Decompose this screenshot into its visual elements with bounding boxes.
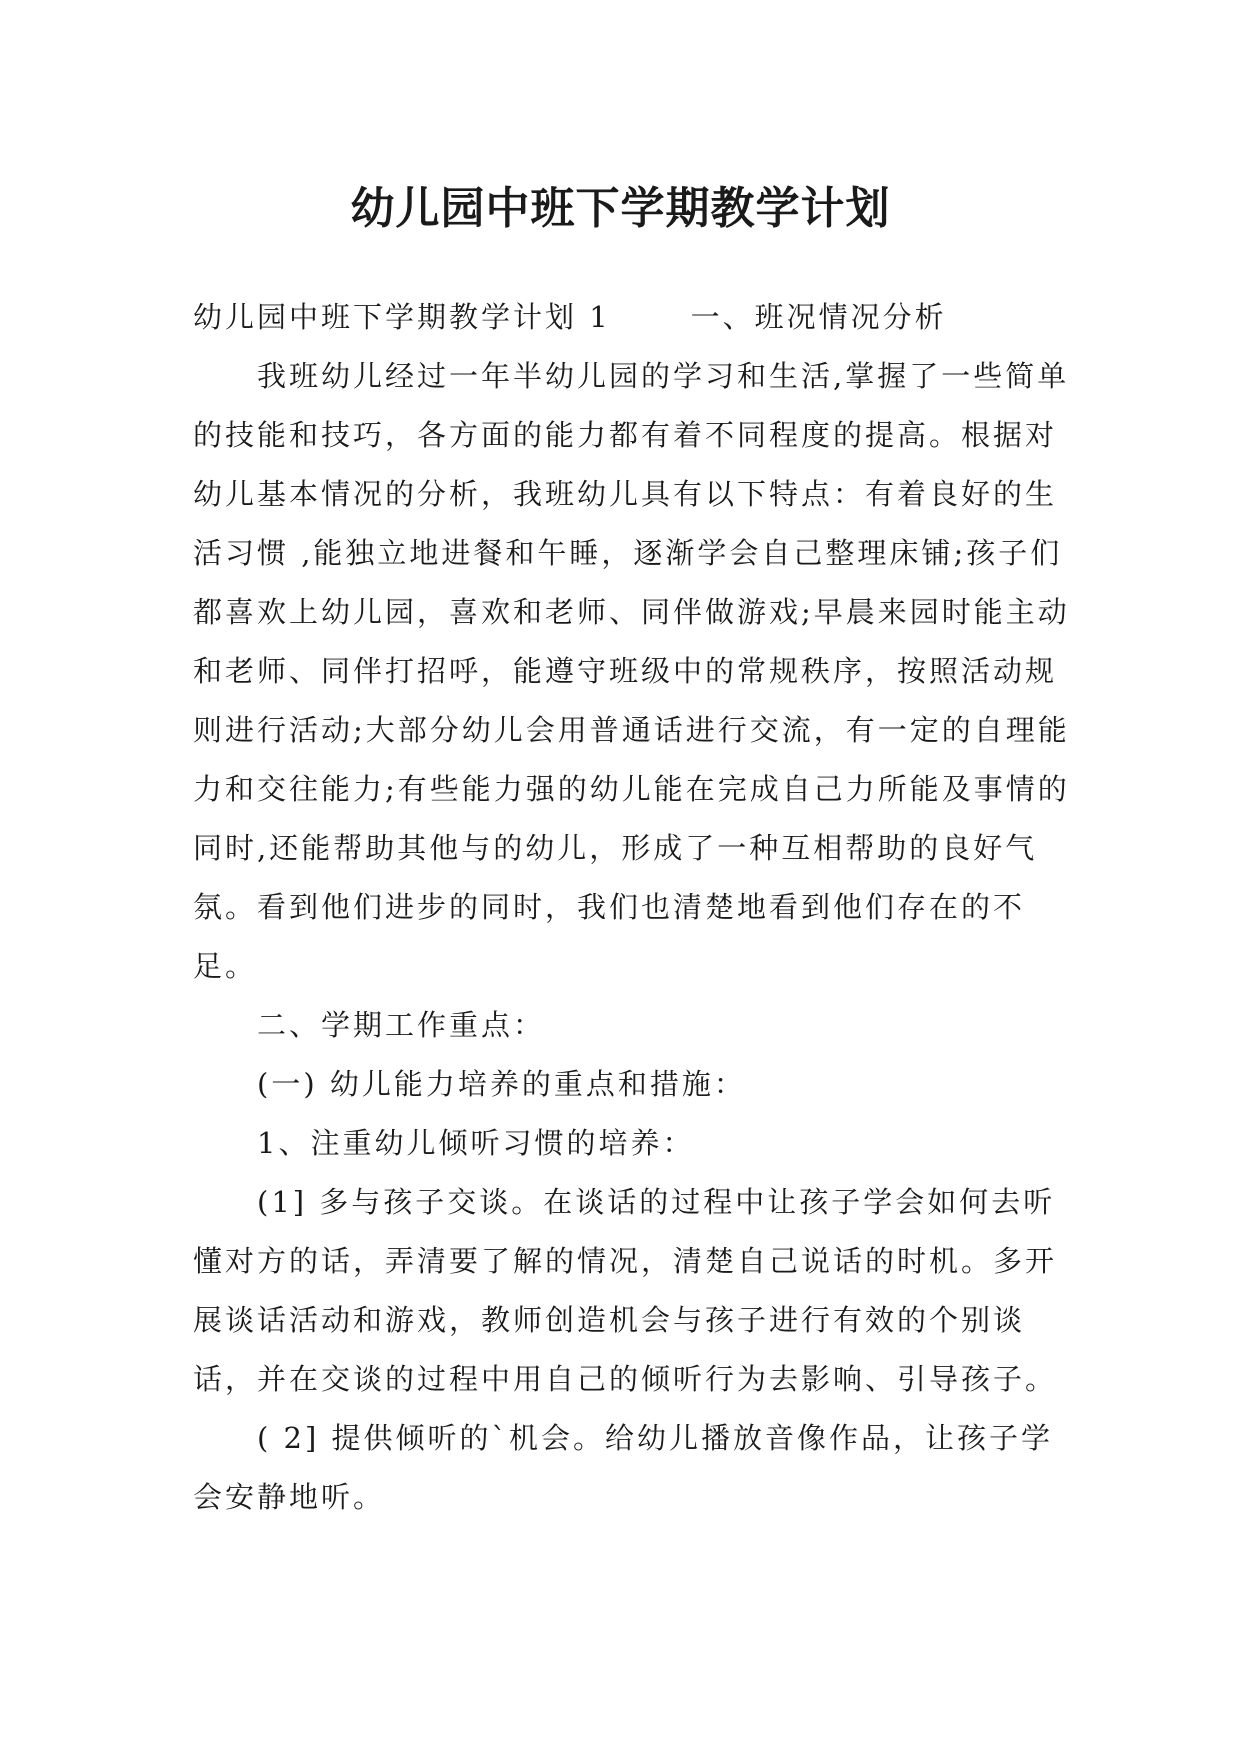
item-heading-1: 1、注重幼儿倾听习惯的培养： — [257, 1126, 695, 1160]
paragraph-class-analysis: 我班幼儿经过一年半幼儿园的学习和生活,掌握了一些简单的技能和技巧，各方面的能力都有着不同程度的提高。根据对幼儿基本情况的分析，我班幼儿具有以下特点：有着良好的生活习惯 ,能独立地进餐和午睡，逐渐学会自己整理床铺;孩子们都喜欢上幼儿园，喜欢和老师、同伴做游戏;早晨来园时能主动和老师、同伴打招呼，能遵守班级中的常规秩序，按照活动规则进行活动;大部分幼儿会用普通话进行交流，有一定的自理能力和交往能力;有些能力强的幼儿能在完成自己力所能及事情的同时,还能帮助其他与的幼儿，形成了一种互相帮助的良好气氛。看到他们进步的同时，我们也清楚地看到他们存在的不足。 — [193, 359, 1070, 983]
plan-heading: 幼儿园中班下学期教学计划 1 — [193, 300, 611, 334]
document-title: 幼儿园中班下学期教学计划 — [350, 183, 891, 235]
paragraph-item-1-2: ( 2] 提供倾听的`机会。给幼儿播放音像作品，让孩子学会安静地听。 — [193, 1421, 1054, 1514]
paragraph-item-1-1: (1] 多与孩子交谈。在谈话的过程中让孩子学会如何去听懂对方的话，弄清要了解的情况，清楚自己说话的时机。多开展谈话活动和游戏，教师创造机会与孩子进行有效的个别谈话，并在交谈的过程中用自己的倾听行为去影响、引导孩子。 — [193, 1185, 1058, 1396]
section-heading-1: 一、班况情况分析 — [690, 300, 947, 334]
section-heading-2: 二、学期工作重点： — [257, 1008, 546, 1042]
subsection-heading-1: (一) 幼儿能力培养的重点和措施： — [257, 1067, 746, 1101]
first-line — [193, 288, 1073, 347]
document-body — [193, 288, 1073, 1527]
